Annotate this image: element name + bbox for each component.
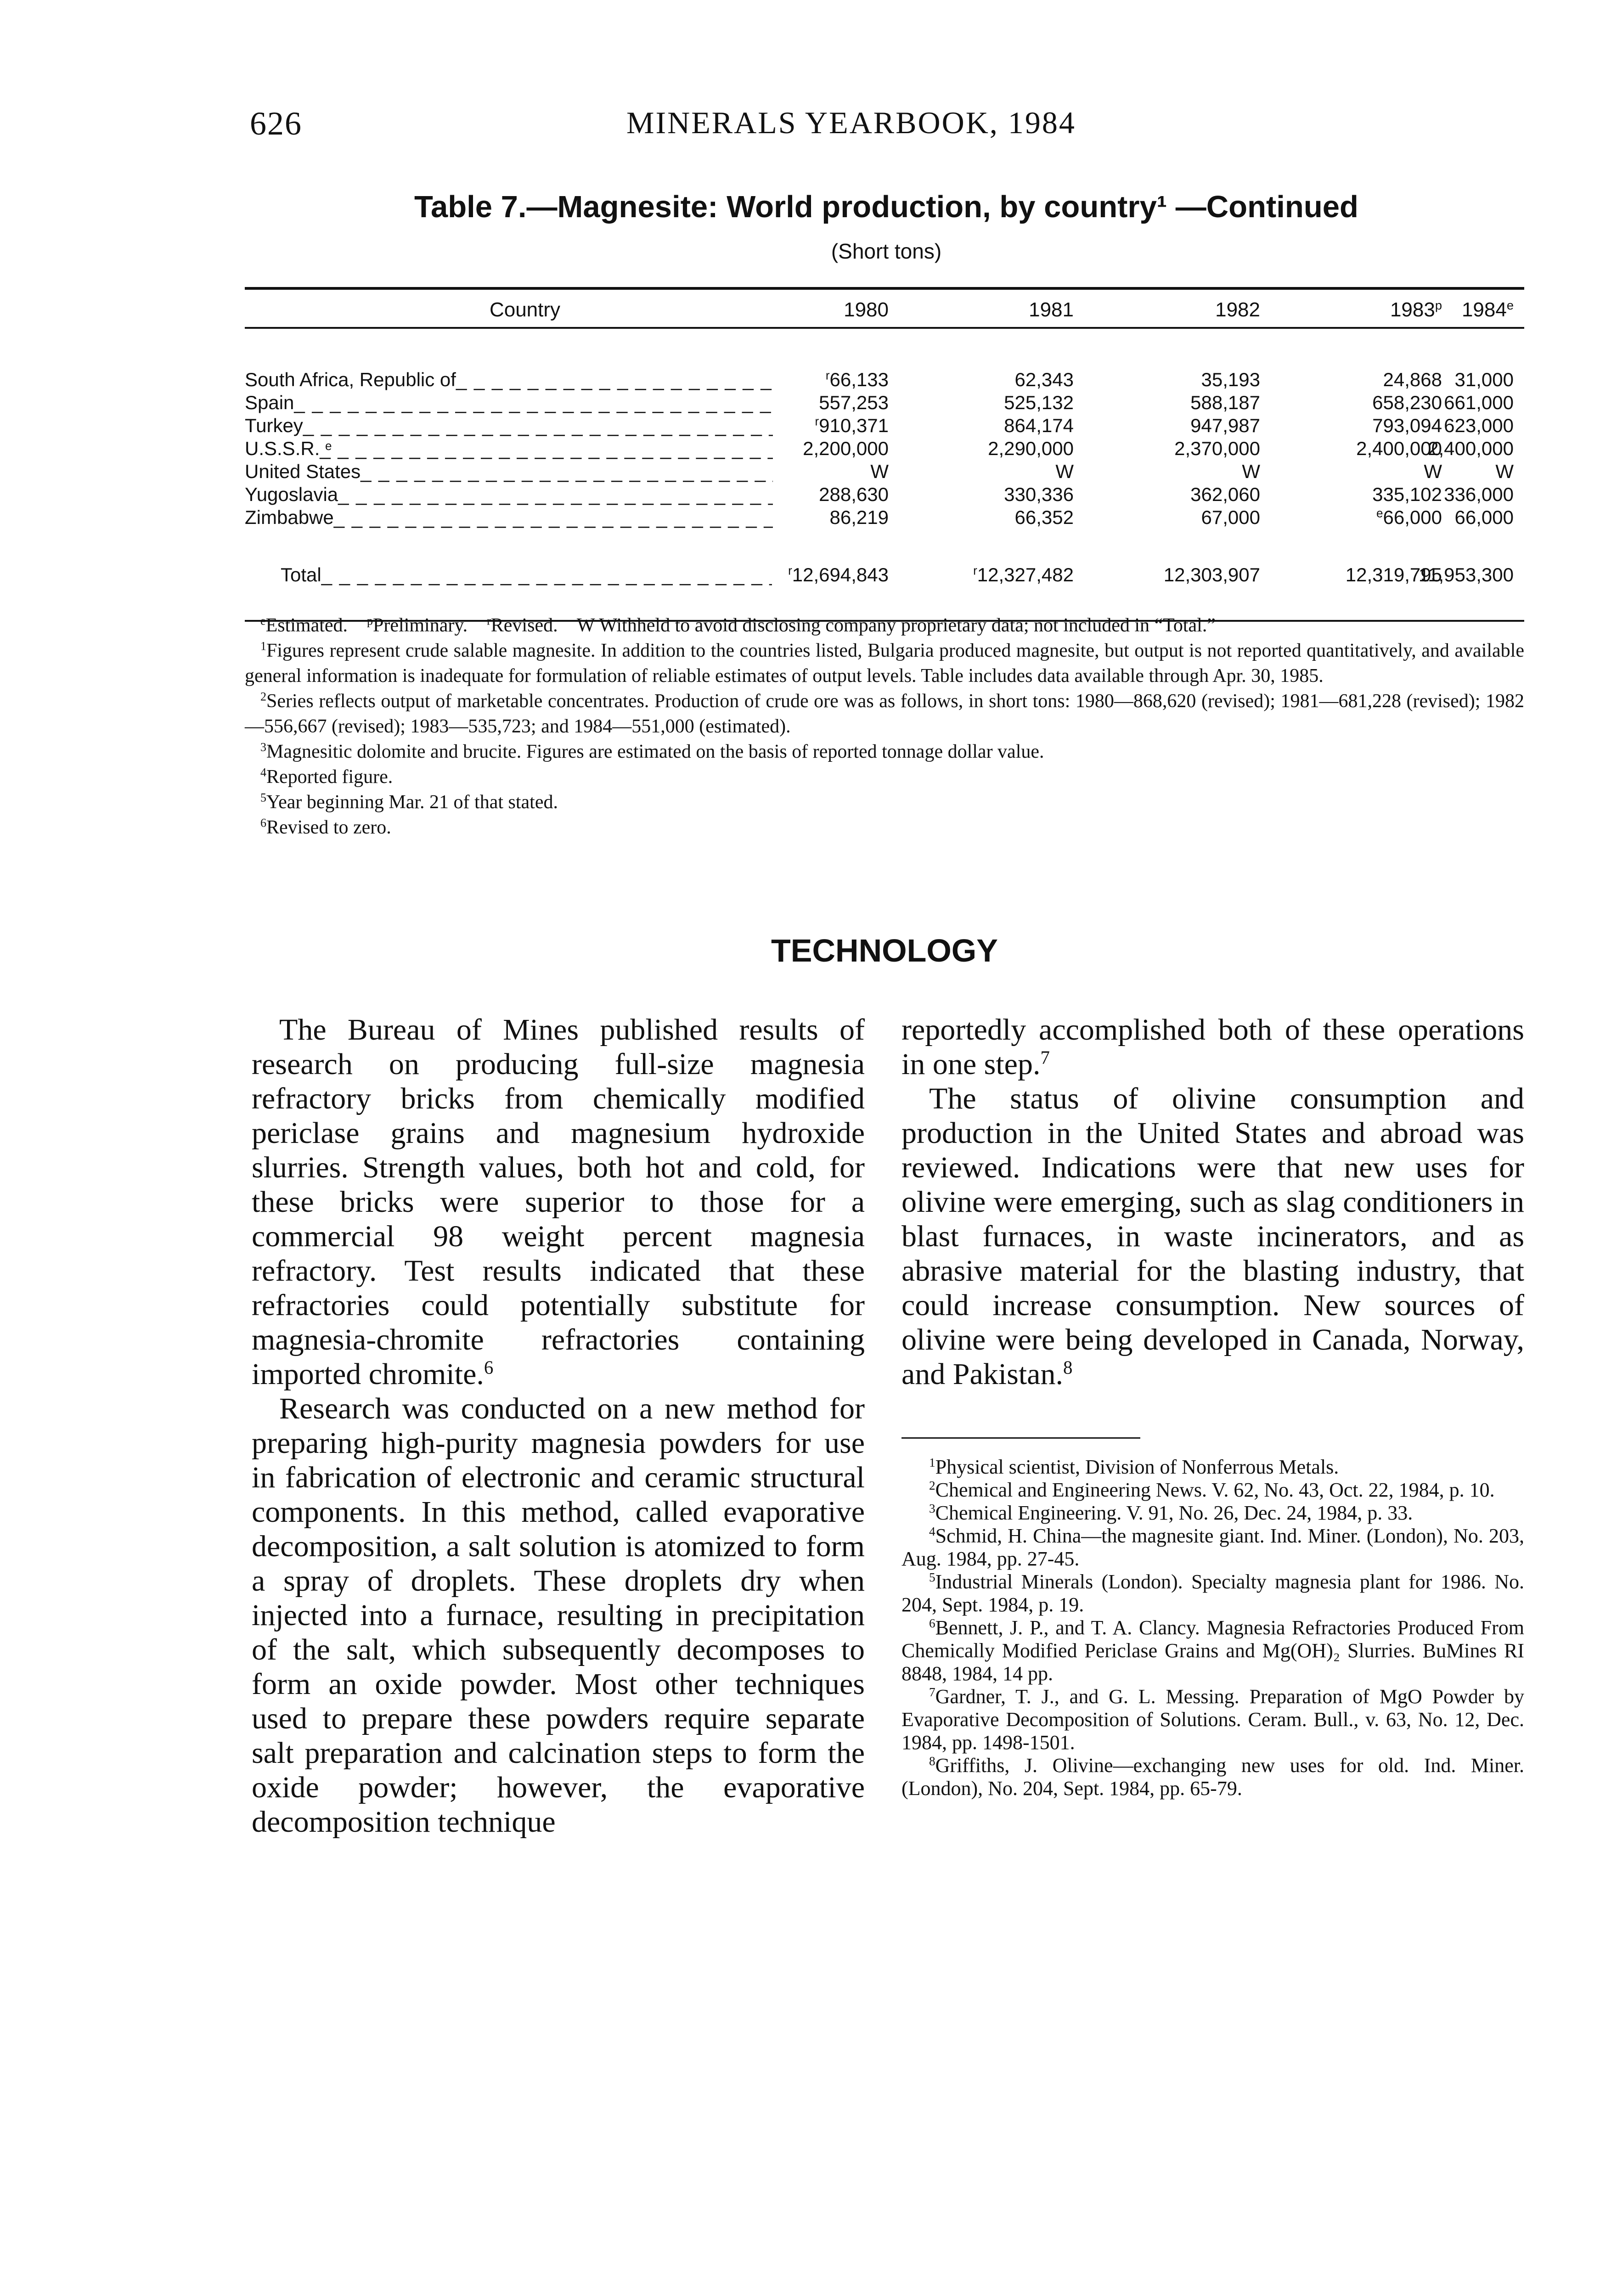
total-cell: $^r$12,327,482 xyxy=(973,563,1074,585)
value-cell: 2,200,000 xyxy=(803,438,889,459)
total-cell: 12,303,907 xyxy=(1163,564,1260,585)
table-row xyxy=(245,369,1524,392)
column-header-1980: 1980 xyxy=(844,298,889,321)
paragraph: The status of olivine consumption and production in the United States and abroad was reviewed. Indications were that new uses for olivine were emerging, such as slag conditioners in blast furnaces, in waste incinerators, and as abrasive material for the blasting industry, that could increase consumption. New sources of olivine were being developed in Canada, Norway, and Pakistan.$^8$ xyxy=(901,1082,1524,1391)
column-header-1982: 1982 xyxy=(1215,298,1260,321)
value-cell: 86,219 xyxy=(829,506,889,528)
table-top-rule xyxy=(245,287,1524,290)
value-cell: 2,400,000 xyxy=(1356,438,1442,459)
body-column-left xyxy=(252,1013,865,1839)
value-cell: W xyxy=(1055,461,1074,482)
table-note: $^6$Revised to zero. xyxy=(260,816,391,838)
value-cell: 66,352 xyxy=(1014,506,1074,528)
footnote-ref: 6 xyxy=(484,1357,494,1378)
footnote: $^2$Chemical and Engineering News. V. 62, No. 43, Oct. 22, 1984, p. 10. xyxy=(929,1479,1495,1501)
value-cell: $^e$66,000 xyxy=(1376,506,1442,528)
column-header-1983: 1983$^p$ xyxy=(1390,298,1442,321)
table-note-list xyxy=(245,638,1524,840)
column-header-1981: 1981 xyxy=(1029,298,1074,321)
value-cell: W xyxy=(1424,461,1442,482)
table-notes xyxy=(245,613,1524,840)
table-row xyxy=(245,506,1524,529)
value-cell: 336,000 xyxy=(1444,484,1514,505)
value-cell: 2,290,000 xyxy=(988,438,1074,459)
table-row: U.S.S.R. _ _ _ e 2,200,000 2,290,000 2,370,000 2,400,000 2,400,000 xyxy=(245,438,1524,461)
footnote-rule xyxy=(901,1437,1140,1439)
value-cell: 947,987 xyxy=(1190,415,1260,436)
country-cell: U.S.S.R. _ _ _ xyxy=(245,438,773,460)
column-header-1984: 1984e xyxy=(1461,298,1514,321)
country-cell: Turkey _ _ _ xyxy=(245,415,773,437)
footnote: $^4$Schmid, H. China—the magnesite giant. Ind. Miner. (London), No. 203, Aug. 1984, pp. 27-45. xyxy=(901,1525,1524,1570)
value-cell: 288,630 xyxy=(819,484,889,505)
country-cell: South Africa, Republic of _ _ _ xyxy=(245,369,773,391)
total-label: Total _ _ _ xyxy=(281,564,772,586)
page-number: 626 xyxy=(250,105,302,142)
footnotes xyxy=(901,1456,1524,1800)
value-cell: $^r$910,371 xyxy=(815,414,889,436)
value-cell: 2,370,000 xyxy=(1174,438,1260,459)
value-cell: W xyxy=(1495,461,1514,482)
table-legend: $^e$Estimated. $^p$Preliminary. $^r$Revised. W Withheld to avoid disclosing company proprietary data; not included in “Total.” xyxy=(260,614,1216,636)
table-total-row xyxy=(245,564,1524,587)
value-cell: 330,336 xyxy=(1004,484,1074,505)
table-note: $^2$Series reflects output of marketable concentrates. Production of crude ore was as follows, in short tons: 1980—868,620 (revised); 1981—681,228 (revised); 1982—556,667 (revised); 1983—535,723; and 1984—551,000 (estimated). xyxy=(245,690,1524,737)
footnote-ref: 8 xyxy=(1063,1357,1073,1378)
value-cell: 864,174 xyxy=(1004,415,1074,436)
value-cell: 658,230 xyxy=(1372,392,1442,413)
table-note: $^5$Year beginning Mar. 21 of that stated. xyxy=(260,791,558,813)
value-cell: 588,187 xyxy=(1190,392,1260,413)
estimated-mark: e xyxy=(1506,298,1514,312)
value-cell: 67,000 xyxy=(1201,506,1260,528)
value-cell: 525,132 xyxy=(1004,392,1074,413)
table-note: $^3$Magnesitic dolomite and brucite. Figures are estimated on the basis of reported tonnage dollar value. xyxy=(260,740,1044,762)
running-title: MINERALS YEARBOOK, 1984 xyxy=(626,105,1076,140)
value-cell: $^r$66,133 xyxy=(825,368,889,390)
table-note: $^1$Figures represent crude salable magnesite. In addition to the countries listed, Bulgaria produced magnesite, but output is not reported quantitatively, and available general information is inadequate for formulation of reliable estimates of output levels. Table includes data available through Apr. 30, 1985. xyxy=(245,639,1524,687)
footnote-ref: 7 xyxy=(1040,1047,1050,1068)
table-header-rule xyxy=(245,327,1524,329)
value-cell: W xyxy=(870,461,889,482)
total-cell: 12,319,795 xyxy=(1345,564,1442,585)
table-unit: (Short tons) xyxy=(831,239,942,263)
country-cell: Zimbabwe _ _ _ xyxy=(245,506,773,529)
country-cell: Yugoslavia _ _ _ xyxy=(245,484,773,506)
table-row xyxy=(245,415,1524,438)
country-cell: Spain _ _ _ xyxy=(245,392,773,414)
value-cell: 62,343 xyxy=(1014,369,1074,390)
country-cell: United States _ _ _ xyxy=(245,461,773,483)
section-heading: TECHNOLOGY xyxy=(771,933,998,968)
body-column-right xyxy=(901,1013,1524,1391)
footnote: $^5$Industrial Minerals (London). Specialty magnesia plant for 1986. No. 204, Sept. 1984, p. 19. xyxy=(901,1570,1524,1616)
column-header-country: Country xyxy=(489,298,561,321)
value-cell: 35,193 xyxy=(1201,369,1260,390)
paragraph: The Bureau of Mines published results of research on producing full-size magnesia refractory bricks from chemically modified periclase grains and magnesium hydroxide slurries. Strength values, both hot and cold, for these bricks were superior to those for a commercial 98 weight percent magnesia refractory. Test results indicated that these refractories could potentially substitute for magnesia-chromite refractories containing imported chromite.$^6$ xyxy=(252,1013,865,1391)
value-cell: 66,000 xyxy=(1454,506,1514,528)
value-cell: W xyxy=(1242,461,1260,482)
preliminary-mark: p xyxy=(1435,298,1442,312)
table-row xyxy=(245,484,1524,506)
footnote: $^6$Bennett, J. P., and T. A. Clancy. Magnesia Refractories Produced From Chemically Modified Periclase Grains and Mg(OH)₂ Slurries. BuMines RI 8848, 1984, 14 pp. xyxy=(901,1616,1524,1685)
value-cell: 362,060 xyxy=(1190,484,1260,505)
value-cell: 31,000 xyxy=(1454,369,1514,390)
page-header xyxy=(250,105,1527,146)
table-row xyxy=(245,461,1524,484)
total-cell: $^r$12,694,843 xyxy=(788,563,889,585)
footnote: $^1$Physical scientist, Division of Nonferrous Metals. xyxy=(929,1456,1339,1478)
value-cell: 2,400,000 xyxy=(1428,438,1514,459)
value-cell: 661,000 xyxy=(1444,392,1514,413)
value-cell: 24,868 xyxy=(1383,369,1442,390)
table-title: Table 7.—Magnesite: World production, by country¹ —Continued xyxy=(414,190,1358,224)
paragraph: reportedly accomplished both of these operations in one step.$^7$ xyxy=(901,1013,1524,1081)
table-row xyxy=(245,392,1524,415)
total-cell: 11,953,300 xyxy=(1418,564,1514,585)
value-cell: 623,000 xyxy=(1444,415,1514,436)
value-cell: 335,102 xyxy=(1372,484,1442,505)
value-cell: 793,094 xyxy=(1372,415,1442,436)
footnote: $^3$Chemical Engineering. V. 91, No. 26, Dec. 24, 1984, p. 33. xyxy=(929,1502,1413,1524)
table-note: $^4$Reported figure. xyxy=(260,765,393,788)
footnote: $^8$Griffiths, J. Olivine—exchanging new uses for old. Ind. Miner. (London), No. 204, Sept. 1984, pp. 65-79. xyxy=(901,1754,1524,1800)
footnote: $^7$Gardner, T. J., and G. L. Messing. Preparation of MgO Powder by Evaporative Decomposition of Solutions. Ceram. Bull., v. 63, No. 12, Dec. 1984, pp. 1498-1501. xyxy=(901,1685,1524,1754)
value-cell: 557,253 xyxy=(819,392,889,413)
paragraph: Research was conducted on a new method for preparing high-purity magnesia powders for use in fabrication of electronic and ceramic structural components. In this method, called evaporative decomposition, a salt solution is atomized to form a spray of droplets. These droplets dry when injected into a furnace, resulting in precipitation of the salt, which subsequently decomposes to form an oxide powder. Most other techniques used to prepare these powders require separate salt preparation and calcination steps to form the oxide powder; however, the evaporative decomposition technique xyxy=(252,1392,865,1839)
